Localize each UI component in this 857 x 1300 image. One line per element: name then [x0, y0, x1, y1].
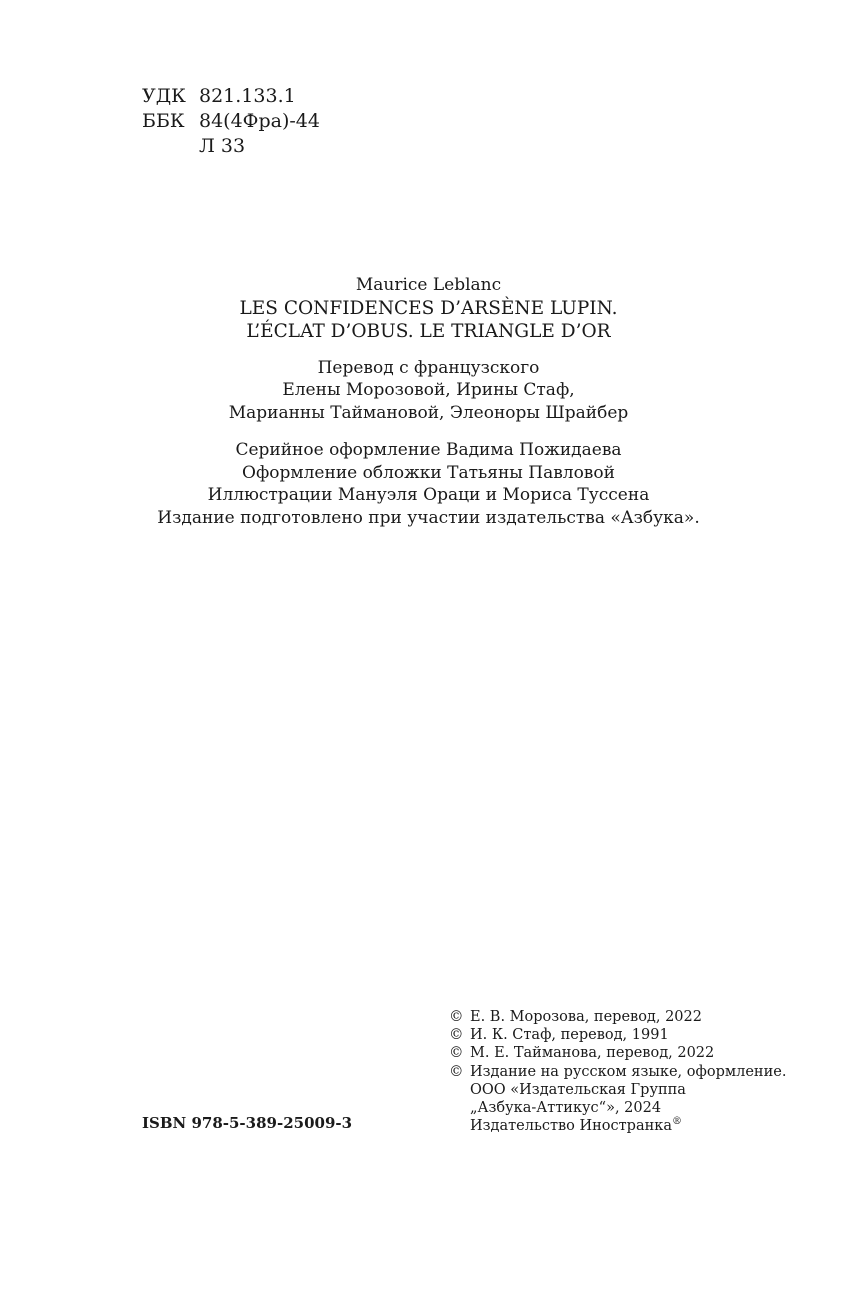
registered-mark: ® — [671, 1116, 682, 1128]
publisher-note: Издание подготовлено при участии издательства «Азбука». — [157, 507, 700, 528]
title-credits-block — [0, 274, 857, 529]
series-design-credit: Серийное оформление Вадима Пожидаева — [235, 440, 622, 460]
bbk-row — [142, 109, 320, 134]
bbk-code: 84(4Фра)-44 — [199, 110, 320, 132]
copyright-sign: © — [449, 1045, 464, 1062]
copyright-text-3: М. Е. Тайманова, перевод, 2022 — [470, 1045, 715, 1062]
original-title-line-2: L’ÉCLAT D’OBUS. LE TRIANGLE D’OR — [246, 320, 611, 342]
copyright-line-4 — [449, 1063, 786, 1081]
translation-line-1: Перевод с французского — [317, 357, 540, 378]
copyright-line-1 — [449, 1008, 786, 1026]
author-mark-spacer — [142, 134, 199, 159]
illustrations-credit: Иллюстрации Мануэля Ораци и Мориса Туссена — [207, 485, 650, 505]
author-mark: Л 33 — [199, 135, 246, 157]
isbn-number: ISBN 978-5-389-25009-3 — [142, 1114, 353, 1132]
original-title-line-1: LES CONFIDENCES D’ARSÈNE LUPIN. — [239, 297, 618, 319]
copyright-text-2: И. К. Стаф, перевод, 1991 — [470, 1027, 669, 1044]
cover-design-credit: Оформление обложки Татьяны Павловой — [242, 462, 615, 483]
copyright-block — [449, 1008, 786, 1135]
copyright-text-7: Издательство Иностранка — [470, 1118, 672, 1135]
translation-line-3: Марианны Таймановой, Элеоноры Шрайбер — [228, 402, 629, 423]
udk-row — [142, 84, 320, 109]
copyright-text-4: Издание на русском языке, оформление. — [470, 1063, 787, 1080]
copyright-sign: © — [449, 1027, 464, 1044]
translation-line-2: Елены Морозовой, Ирины Стаф, — [282, 380, 575, 400]
copyright-line-2 — [449, 1026, 786, 1044]
copyright-text-1: Е. В. Морозова, перевод, 2022 — [470, 1009, 702, 1025]
translation-credits — [0, 357, 857, 425]
author-mark-row — [142, 134, 320, 159]
original-title-group — [0, 274, 857, 343]
author-name: Maurice Leblanc — [355, 275, 502, 295]
copyright-line-7 — [449, 1117, 786, 1135]
udk-code: 821.133.1 — [199, 85, 296, 107]
copyright-sign: © — [449, 1009, 464, 1025]
copyright-sign: © — [449, 1063, 464, 1080]
classification-block — [142, 84, 320, 159]
copyright-text-6: „Азбука-Аттикус“», 2024 — [470, 1100, 662, 1117]
udk-label: УДК — [142, 85, 186, 107]
copyright-line-3 — [449, 1044, 786, 1062]
bbk-label: ББК — [142, 110, 185, 132]
copyright-text-5: ООО «Издательская Группа — [470, 1081, 686, 1098]
